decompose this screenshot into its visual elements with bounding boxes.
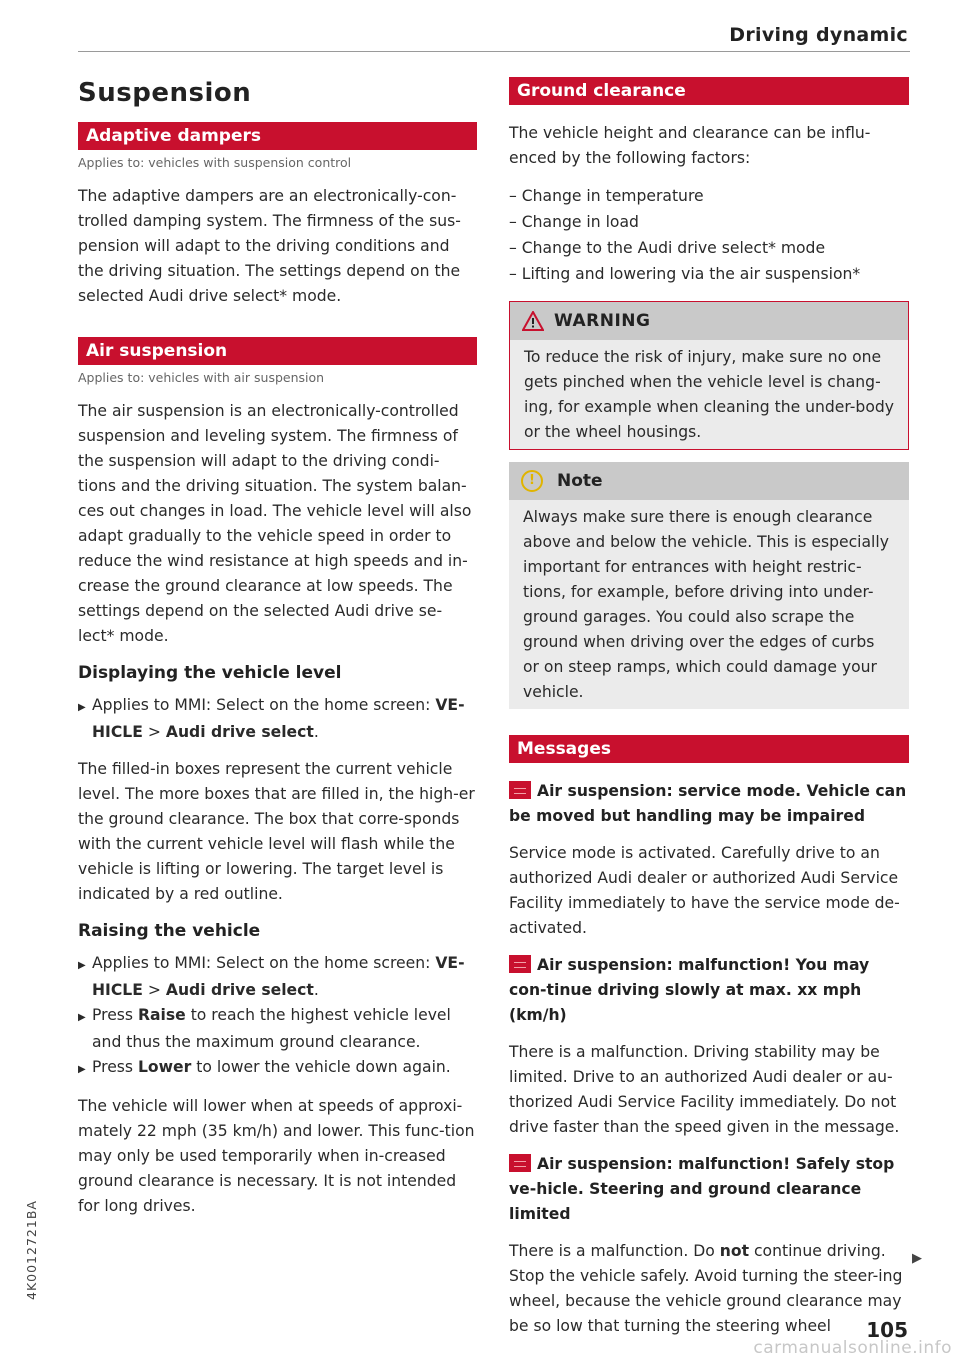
paragraph-air-suspension: The air suspension is an electronically-controlled suspension and leveling system. The firmness of the suspension will adapt to the driving condi-tions and the driving situation. The system balan-ces out changes in load. The vehicle level will also adapt gradually to the vehicle speed in order to reduce the wind resistance at high speeds and in-crease the ground clearance at low speeds. The settings depend on the selected Audi drive se-lect* mode. [78,402,472,645]
list-item: ▶ Applies to MMI: Select on the home screen: VE-HICLE > Audi drive select. [78,954,465,999]
message-body-malfunction-continue: There is a malfunction. Driving stability may be limited. Drive to an authorized Audi dealer or au-thorized Audi Service Facility immediately. Do not drive faster than the speed given in the message. [509,1043,900,1136]
page-number: 105 [866,1318,908,1342]
warning-triangle-icon [522,311,544,331]
bullet-arrow-icon: ▶ [78,1064,86,1075]
section-heading-suspension: Suspension [78,78,252,108]
warning-label: WARNING [554,311,651,331]
bullet-arrow-icon: ▶ [78,1012,86,1023]
note-label: Note [557,471,603,491]
section-bar-adaptive-dampers: Adaptive dampers [78,122,477,150]
note-info-icon: ! [521,470,543,492]
steps-displaying-level [78,693,477,745]
right-column [509,77,909,1351]
section-bar-air-suspension: Air suspension [78,337,477,365]
suspension-warning-icon [509,1154,531,1172]
applies-note-air: Applies to: vehicles with air suspension [78,370,325,385]
note-text: Always make sure there is enough clearance above and below the vehicle. This is especially important for entrances with height restric-tions, for example, before driving into under-ground garages. You could also scrape the ground when driving over the edges of curbs or on steep ramps, which could damage your vehicle. [509,500,909,709]
continue-arrow-icon: ▶ [912,1251,922,1266]
subheading-raising-vehicle: Raising the vehicle [78,921,261,941]
list-item: – Lifting and lowering via the air suspension* [509,265,861,283]
message-title-malfunction-stop: Air suspension: malfunction! Safely stop ve-hicle. Steering and ground clearance limited [509,1155,895,1223]
section-bar-ground-clearance: Ground clearance [509,77,909,105]
warning-box [509,301,909,450]
list-item: – Change to the Audi drive select* mode [509,239,826,257]
suspension-warning-icon [509,955,531,973]
bullet-arrow-icon: ▶ [78,960,86,971]
watermark: carmanualsonline.info [753,1338,952,1358]
list-item: ▶ Applies to MMI: Select on the home screen: VE-HICLE > Audi drive select. [78,696,465,741]
section-bar-messages: Messages [509,735,909,763]
list-item: ▶ Press Lower to lower the vehicle down again. [78,1055,477,1082]
paragraph-adaptive-dampers: The adaptive dampers are an electronically-con-trolled damping system. The firmness of the sus-pension will adapt to the driving conditions and the driving situation. The settings depend on the selected Audi drive select* mode. [78,187,461,305]
paragraph-displaying-level: The filled-in boxes represent the current vehicle level. The more boxes that are filled in, the high-er the ground clearance. The box that corre-sponds with the current vehicle level will flash while the vehicle is lifting or lowering. The target level is indicated by a red outline. [78,760,475,903]
factors-list [509,183,909,287]
subheading-displaying-level: Displaying the vehicle level [78,663,342,683]
document-code: 4K0012721BA [24,1200,39,1300]
note-box [509,462,909,709]
warning-header [510,302,908,340]
left-column [78,70,477,1231]
message-body-malfunction-stop: There is a malfunction. Do not continue driving. Stop the vehicle safely. Avoid turning the steer-ing wheel, because the vehicle ground clearance may be so low that turning the steering wheel [509,1242,903,1335]
bullet-arrow-icon: ▶ [78,702,86,713]
list-item: ▶ Press Raise to reach the highest vehicle level and thus the maximum ground clearance. [78,1006,451,1051]
paragraph-raising-vehicle: The vehicle will lower when at speeds of approxi-mately 22 mph (35 km/h) and lower. This func-tion may only be used temporarily when in-creased ground clearance is necessary. It is not intended for long drives. [78,1097,475,1215]
steps-raising-vehicle [78,951,477,1082]
message-title-malfunction-continue: Air suspension: malfunction! You may con-tinue driving slowly at max. xx mph (km/h) [509,956,870,1024]
warning-text: To reduce the risk of injury, make sure no one gets pinched when the vehicle level is chang-ing, for example when cleaning the under-body or the wheel housings. [510,340,908,449]
paragraph-ground-intro: The vehicle height and clearance can be influ-enced by the following factors: [509,124,871,167]
list-item: – Change in load [509,213,639,231]
message-body-service-mode: Service mode is activated. Carefully drive to an authorized Audi dealer or authorized Audi Service Facility immediately to have the service mode de-activated. [509,844,900,937]
list-item: – Change in temperature [509,187,704,205]
applies-note-adaptive: Applies to: vehicles with suspension control [78,155,352,170]
note-header [509,462,909,500]
suspension-warning-icon [509,781,531,799]
header-rule [78,51,910,52]
running-header: Driving dynamic [729,24,908,46]
message-title-service-mode: Air suspension: service mode. Vehicle can be moved but handling may be impaired [509,782,907,825]
